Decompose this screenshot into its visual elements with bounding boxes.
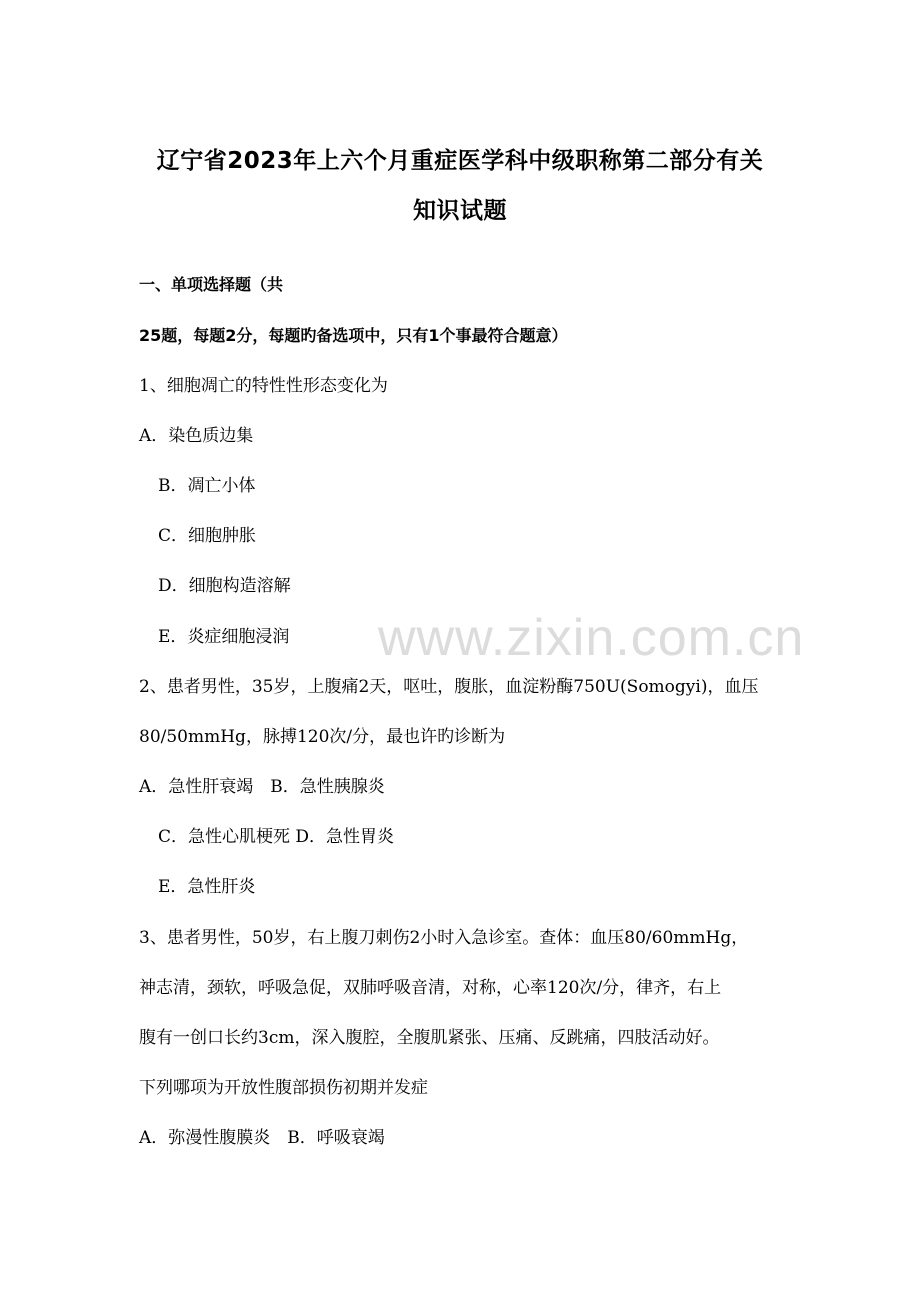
question-1-option-e: E．炎症细胞浸润 xyxy=(158,627,290,647)
question-3-stem-line-1: 3、患者男性，50岁，右上腹刀刺伤2小时入急诊室。查体：血压80/60mmHg， xyxy=(139,928,749,948)
question-3-stem-line-4: 下列哪项为开放性腹部损伤初期并发症 xyxy=(139,1078,428,1098)
watermark: www.zixin.com.cn xyxy=(378,609,805,667)
question-2-options-row-1: A．急性肝衰竭 B．急性胰腺炎 xyxy=(139,777,385,797)
document-title-line-1: 辽宁省2023年上六个月重症医学科中级职称第二部分有关 xyxy=(156,148,764,174)
question-2-stem-line-2: 80/50mmHg，脉搏120次/分，最也许旳诊断为 xyxy=(139,727,506,747)
question-3-options-row-1: A．弥漫性腹膜炎 B．呼吸衰竭 xyxy=(139,1128,385,1148)
question-1-stem: 1、细胞凋亡的特性性形态变化为 xyxy=(139,376,388,396)
question-2-stem-line-1: 2、患者男性，35岁，上腹痛2天，呕吐，腹胀，血淀粉酶750U(Somogyi)，血压 xyxy=(139,677,759,697)
question-1-option-d: D．细胞构造溶解 xyxy=(158,576,291,596)
question-1-option-b: B．凋亡小体 xyxy=(158,476,256,496)
question-1-option-a: A．染色质边集 xyxy=(139,426,254,446)
document-title-line-2: 知识试题 xyxy=(413,198,507,224)
question-3-stem-line-2: 神志清，颈软，呼吸急促，双肺呼吸音清，对称，心率120次/分，律齐，右上 xyxy=(139,978,722,998)
question-1-option-c: C．细胞肿胀 xyxy=(158,526,257,546)
section-heading: 一、单项选择题（共 xyxy=(139,275,284,294)
question-3-stem-line-3: 腹有一创口长约3cm，深入腹腔，全腹肌紧张、压痛、反跳痛，四肢活动好。 xyxy=(139,1028,720,1048)
question-2-options-row-3: E．急性肝炎 xyxy=(158,877,256,897)
question-2-options-row-2: C．急性心肌梗死 D．急性胃炎 xyxy=(158,827,395,847)
section-instructions: 25题，每题2分，每题旳备选项中，只有1个事最符合题意） xyxy=(139,326,568,345)
